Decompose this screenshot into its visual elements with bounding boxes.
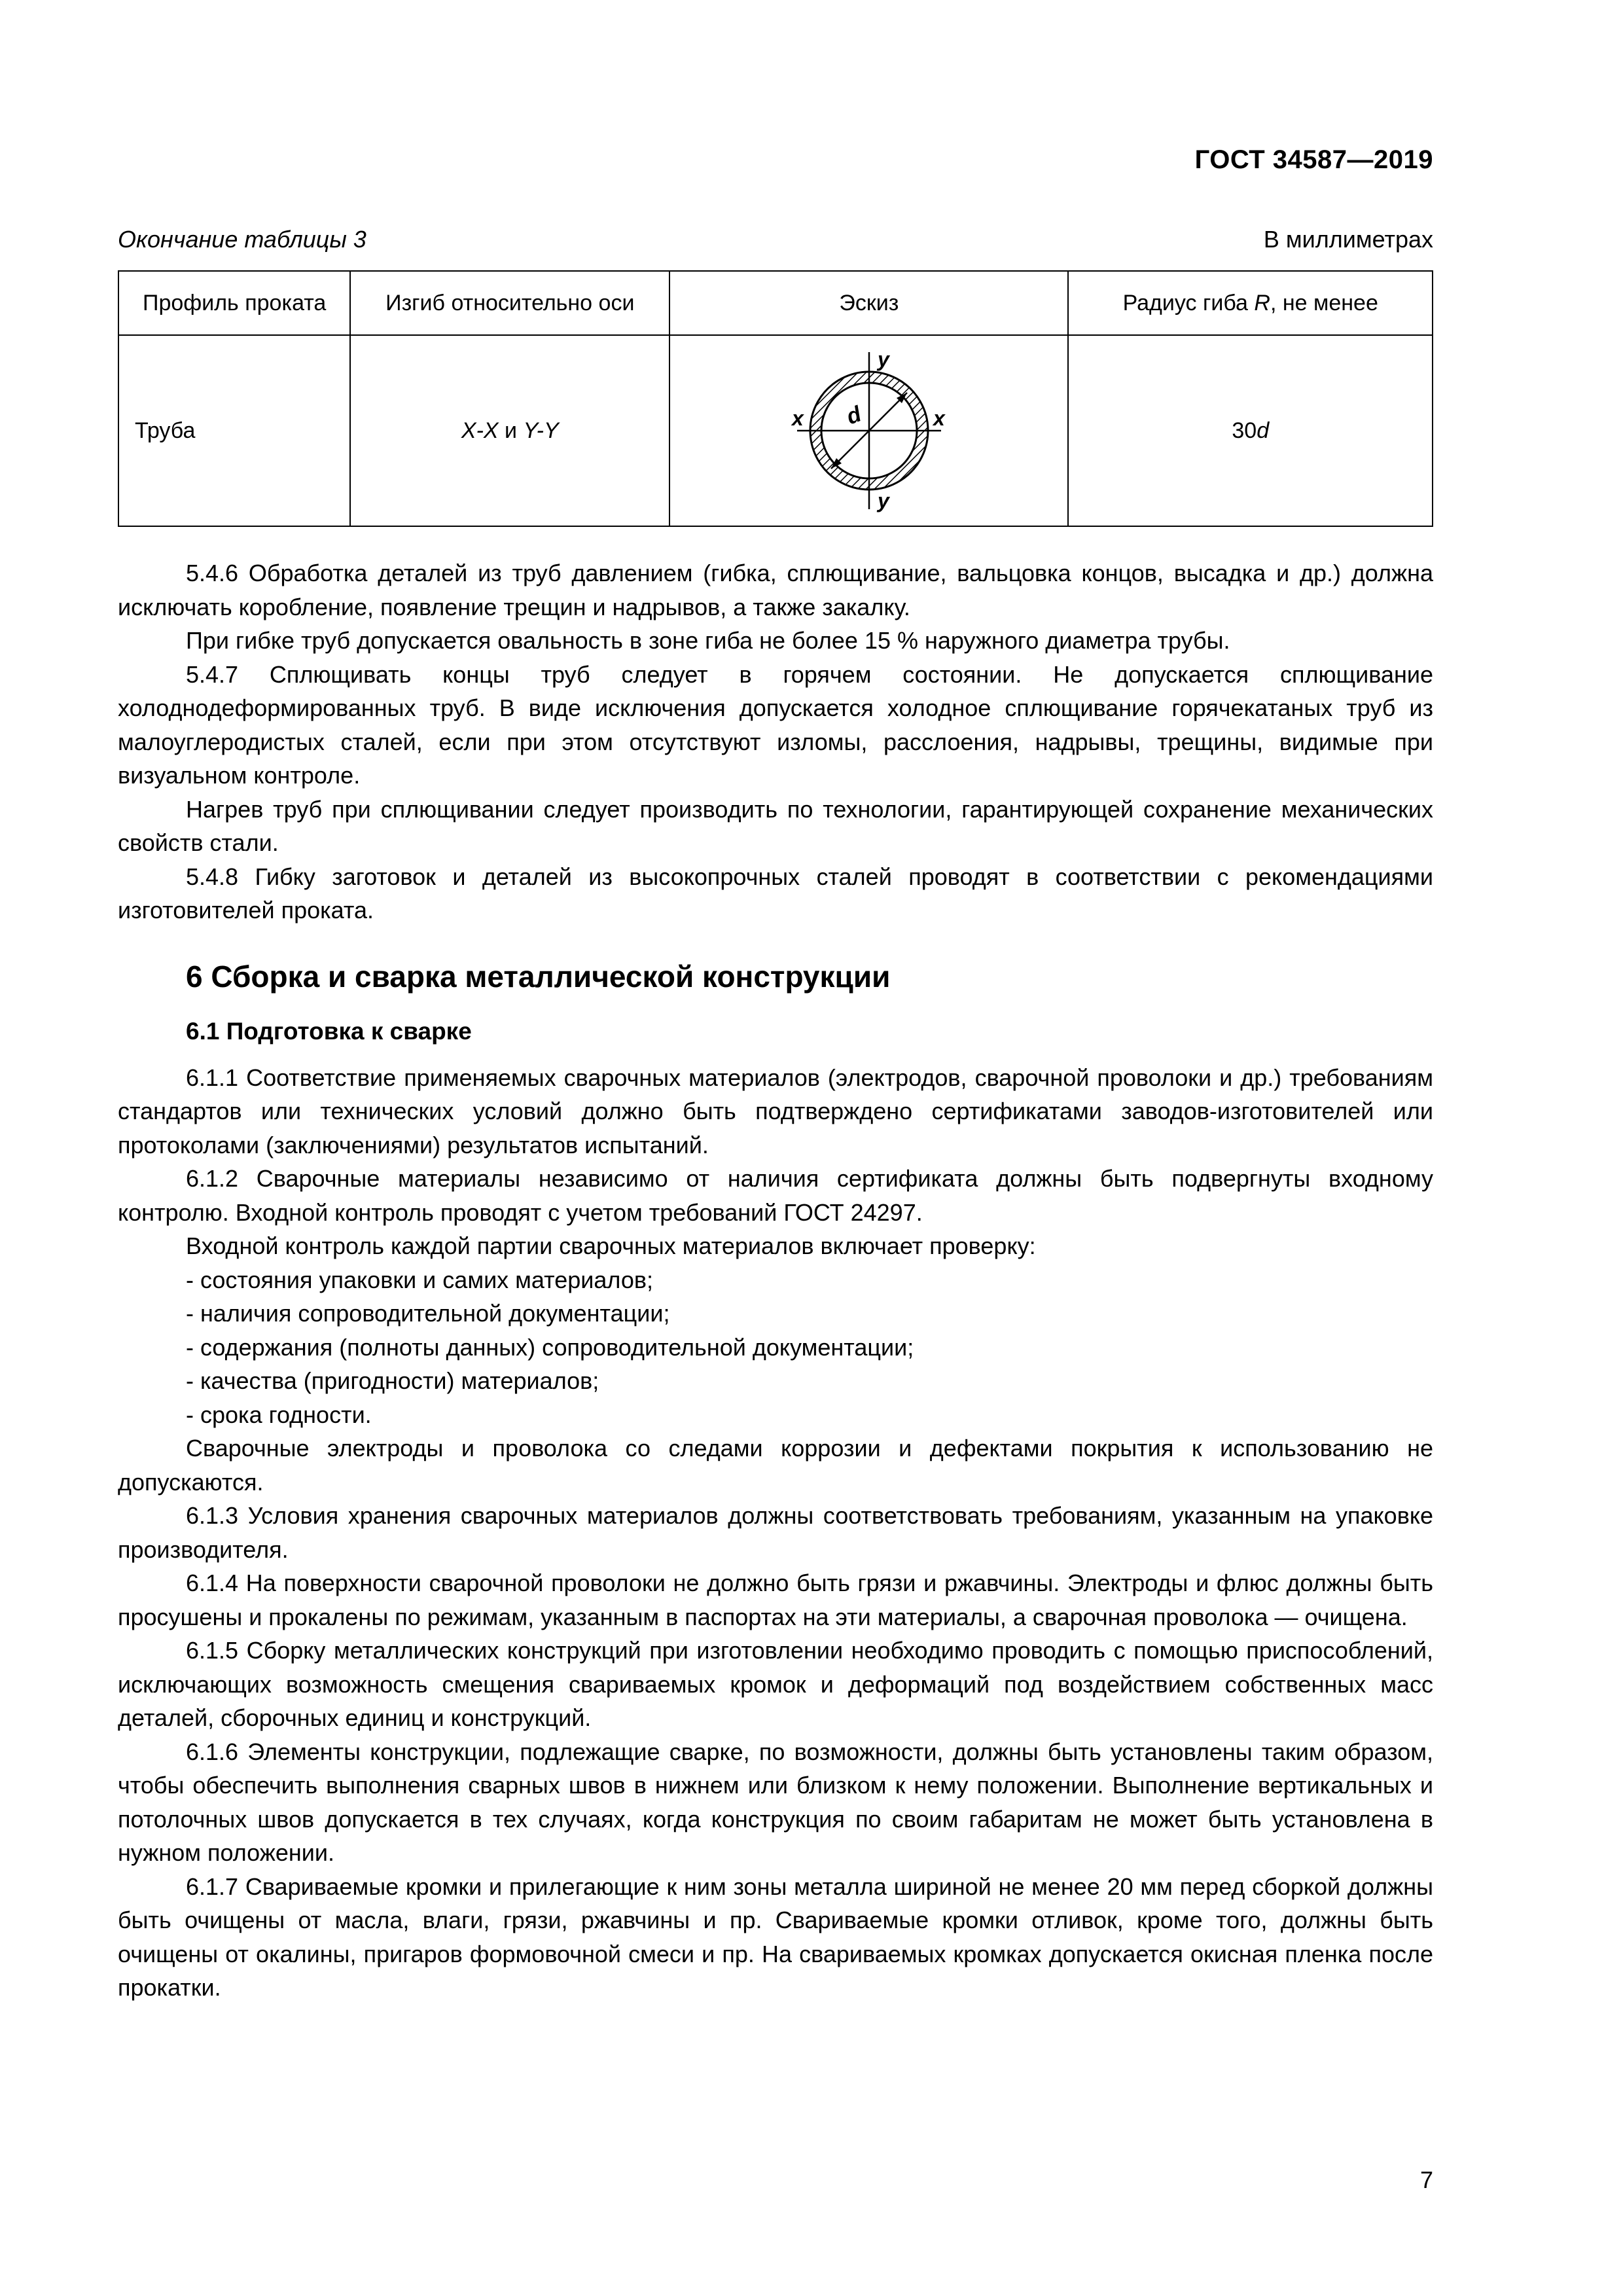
body-text xyxy=(118,556,1433,2005)
cell-sketch xyxy=(669,335,1068,526)
col-header-sketch: Эскиз xyxy=(669,271,1068,335)
cell-radius xyxy=(1068,335,1433,526)
list-item: - содержания (полноты данных) сопроводительной документации; xyxy=(186,1333,914,1361)
col-header-axis: Изгиб относительно оси xyxy=(350,271,669,335)
paragraph-6-1-4: 6.1.4 На поверхности сварочной проволоки не должно быть грязи и ржавчины. Электроды и флюс должны быть просушены и прокалены по режимам, указанным в паспортах на эти материалы, а сварочная проволока — очищена. xyxy=(118,1570,1433,1630)
list-item: - состояния упаковки и самих материалов; xyxy=(186,1266,653,1293)
paragraph-6-1-5: 6.1.5 Сборку металлических конструкций при изготовлении необходимо проводить с помощью приспособлений, исключающих возможность смещения свариваемых кромок и деформаций под воздействием собственных масс деталей, сборочных единиц и конструкций. xyxy=(118,1637,1433,1731)
col-header-radius xyxy=(1068,271,1433,335)
d-label: d xyxy=(843,401,865,430)
paragraph-6-1-7: 6.1.7 Свариваемые кромки и прилегающие к ним зоны металла шириной не менее 20 мм перед сборкой должны быть очищены от масла, влаги, грязи, ржавчины и пр. Свариваемые кромки отливок, кроме того, должны быть очищены от окалины, пригаров формовочной смеси и пр. На свариваемых кромках допускается окисная пленка после прокатки. xyxy=(118,1873,1433,2001)
radius-head: Радиус гиба R, не менее xyxy=(1122,290,1378,315)
y-label-top: y xyxy=(877,348,889,371)
table-3 xyxy=(118,270,1433,527)
paragraph-6-1-2-c: Сварочные электроды и проволока со следами коррозии и дефектами покрытия к использованию не допускаются. xyxy=(118,1435,1433,1496)
paragraph-6-1-1: 6.1.1 Соответствие применяемых сварочных материалов (электродов, сварочной проволоки и др.) требованиям стандартов или технических условий должно быть подтверждено сертификатами заводов-изготовителей или протоколами (заключениями) результатов испытаний. xyxy=(118,1064,1433,1158)
paragraph-5-4-6-b: При гибке труб допускается овальность в зоне гиба не более 15 % наружного диаметра трубы. xyxy=(186,627,1230,654)
paragraph-6-1-2: 6.1.2 Сварочные материалы независимо от наличия сертификата должны быть подвергнуты входному контролю. Входной контроль проводят с учетом требований ГОСТ 24297. xyxy=(118,1165,1433,1226)
paragraph-5-4-6: 5.4.6 Обработка деталей из труб давлением (гибка, сплющивание, вальцовка концов, высадка и др.) должна исключать коробление, появление трещин и надрывов, а также закалку. xyxy=(118,560,1433,620)
list-item: - срока годности. xyxy=(186,1401,372,1428)
list-item: - наличия сопроводительной документации; xyxy=(186,1300,670,1327)
table-caption: Окончание таблицы 3 xyxy=(118,226,366,253)
cell-axis xyxy=(350,335,669,526)
y-label-bottom: y xyxy=(877,489,889,512)
x-label-right: x xyxy=(933,406,945,430)
paragraph-5-4-8: 5.4.8 Гибку заготовок и деталей из высокопрочных сталей проводят в соответствии с рекомендациями изготовителей проката. xyxy=(118,863,1433,924)
table-units: В миллиметрах xyxy=(1263,226,1433,253)
table-header-row xyxy=(118,271,1433,335)
table-row xyxy=(118,335,1433,526)
paragraph-6-1-6: 6.1.6 Элементы конструкции, подлежащие сварке, по возможности, должны быть установлены таким образом, чтобы обеспечить выполнения сварных швов в нижнем или близком к нему положении. Выполнение вертикальных и потолочных швов допускается в тех случаях, когда конструкция по своим габаритам не может быть установлена в нужном положении. xyxy=(118,1738,1433,1866)
col-header-profile: Профиль проката xyxy=(118,271,350,335)
axis-val: X-X и Y-Y xyxy=(461,418,559,443)
pipe-section-sketch xyxy=(784,346,954,516)
document-code: ГОСТ 34587—2019 xyxy=(1194,145,1433,174)
radius-val: 30d xyxy=(1232,418,1270,443)
paragraph-5-4-7-b: Нагрев труб при сплющивании следует производить по технологии, гарантирующей сохранение механических свойств стали. xyxy=(118,795,1433,856)
section-6-heading: 6 Сборка и сварка металлической конструкции xyxy=(186,959,891,994)
page-number: 7 xyxy=(1419,2166,1433,2193)
paragraph-6-1-2-b: Входной контроль каждой партии сварочных материалов включает проверку: xyxy=(186,1232,1036,1259)
paragraph-6-1-3: 6.1.3 Условия хранения сварочных материалов должны соответствовать требованиям, указанным на упаковке производителя. xyxy=(118,1502,1433,1563)
x-label-left: x xyxy=(791,406,804,430)
list-item: - качества (пригодности) материалов; xyxy=(186,1367,599,1394)
subsection-6-1-heading: 6.1 Подготовка к сварке xyxy=(186,1017,472,1045)
cell-profile: Труба xyxy=(118,335,350,526)
paragraph-5-4-7: 5.4.7 Сплющивать концы труб следует в горячем состоянии. Не допускается сплющивание холоднодеформированных труб. В виде исключения допускается холодное сплющивание горячекатаных труб из малоуглеродистых сталей, если при этом отсутствуют изломы, расслоения, надрывы, трещины, видимые при визуальном контроле. xyxy=(118,660,1433,789)
